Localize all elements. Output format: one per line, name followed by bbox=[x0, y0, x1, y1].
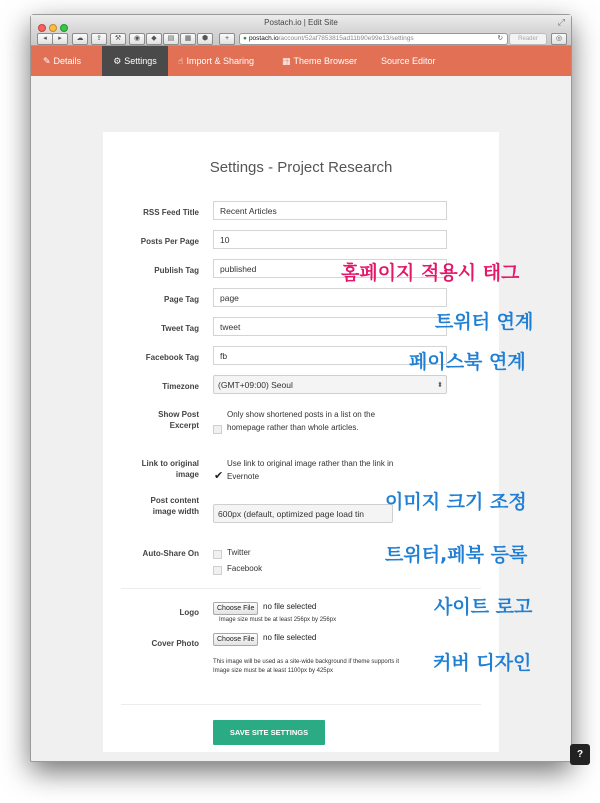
page-tag-input[interactable]: page bbox=[213, 288, 447, 307]
auto-share-twitter-label: Twitter bbox=[227, 548, 251, 557]
cover-help-text: This image will be used as a site-wide background if theme supports it bbox=[213, 659, 400, 665]
select-arrows-icon: ⬍ bbox=[437, 382, 443, 389]
extension-icon[interactable]: ◉ bbox=[129, 33, 145, 45]
rss-feed-title-label: RSS Feed Title bbox=[143, 208, 199, 217]
auto-share-facebook-label: Facebook bbox=[227, 564, 263, 573]
lock-icon: ● bbox=[243, 35, 247, 42]
evernote-icon[interactable]: ◆ bbox=[146, 33, 162, 45]
tweet-tag-input[interactable]: tweet bbox=[213, 317, 447, 336]
annotation-cover: 커버 디자인 bbox=[433, 652, 532, 674]
extension-icon[interactable]: ▦ bbox=[180, 33, 196, 45]
cover-file-status: no file selected bbox=[263, 633, 317, 642]
show-post-excerpt-text: Only show shortened posts in a list on the bbox=[227, 410, 376, 419]
share-icon[interactable]: ⇪ bbox=[91, 33, 107, 45]
annotation-facebook-tag: 페이스북 연계 bbox=[409, 351, 526, 373]
logo-help-text: Image size must be at least 256px by 256px bbox=[219, 617, 337, 623]
nav-theme-browser[interactable]: ▦ Theme Browser bbox=[282, 56, 358, 66]
add-tab-icon[interactable]: + bbox=[219, 33, 235, 45]
link-original-image-checkbox[interactable]: ✔ bbox=[214, 470, 224, 482]
rss-feed-title-input[interactable]: Recent Articles bbox=[213, 201, 447, 220]
logo-choose-file-button[interactable]: Choose File bbox=[213, 602, 258, 615]
address-bar[interactable]: ● postach.io/account/52af7853815ad11b90e99e13/settings ↻ bbox=[239, 33, 508, 45]
cover-photo-label: Cover Photo bbox=[151, 639, 199, 648]
logo-file-status: no file selected bbox=[263, 602, 317, 611]
annotation-auto-share: 트위터,페북 등록 bbox=[385, 544, 528, 566]
extension-icon[interactable]: ▤ bbox=[163, 33, 179, 45]
auto-share-facebook-checkbox[interactable] bbox=[213, 566, 222, 575]
timezone-label: Timezone bbox=[162, 382, 199, 391]
page-tag-label: Page Tag bbox=[164, 295, 199, 304]
browser-toolbar bbox=[31, 32, 571, 46]
nav-settings[interactable]: ⚙ Settings bbox=[102, 46, 168, 76]
grid-icon: ▦ bbox=[282, 56, 291, 66]
section-divider bbox=[121, 588, 481, 589]
logo-label: Logo bbox=[179, 608, 199, 617]
thumbs-up-icon: ☝ bbox=[178, 56, 184, 66]
image-width-select[interactable]: 600px (default, optimized page load tin bbox=[213, 504, 393, 523]
cover-choose-file-button[interactable]: Choose File bbox=[213, 633, 258, 646]
back-icon[interactable]: ◂ bbox=[37, 33, 53, 45]
reader-button[interactable]: Reader bbox=[509, 33, 547, 45]
timezone-select[interactable]: (GMT+09:00) Seoul ⬍ bbox=[213, 375, 447, 394]
forward-icon[interactable]: ▸ bbox=[52, 33, 68, 45]
nav-source-editor[interactable]: Source Editor bbox=[381, 56, 436, 66]
annotation-image-size: 이미지 크기 조정 bbox=[385, 491, 527, 513]
annotation-tweet-tag: 트위터 연계 bbox=[435, 311, 534, 333]
pencil-icon: ✎ bbox=[43, 56, 51, 66]
fullscreen-icon[interactable]: ⤢ bbox=[557, 17, 565, 27]
save-site-settings-button[interactable]: SAVE SITE SETTINGS bbox=[213, 720, 325, 745]
image-width-label: Post content image width bbox=[150, 496, 199, 516]
auto-share-twitter-checkbox[interactable] bbox=[213, 550, 222, 559]
link-original-image-text-2: Evernote bbox=[227, 472, 260, 481]
section-divider bbox=[121, 704, 481, 705]
publish-tag-label: Publish Tag bbox=[154, 266, 199, 275]
cover-help-text-2: Image size must be at least 1100px by 425px bbox=[213, 668, 333, 674]
link-original-image-text: Use link to original image rather than the link in bbox=[227, 459, 394, 468]
top-nav bbox=[31, 46, 571, 76]
gear-icon: ⚙ bbox=[113, 56, 122, 66]
window-title: Postach.io | Edit Site bbox=[264, 18, 338, 27]
icloud-icon[interactable]: ☁ bbox=[72, 33, 88, 45]
help-button[interactable]: ? bbox=[570, 744, 590, 765]
publish-tag-input[interactable]: published bbox=[213, 259, 447, 278]
show-post-excerpt-text-2: homepage rather than whole articles. bbox=[227, 423, 359, 432]
title-bar bbox=[31, 15, 571, 32]
nav-details[interactable]: ✎ Details bbox=[43, 56, 82, 66]
posts-per-page-label: Posts Per Page bbox=[140, 237, 199, 246]
annotation-logo: 사이트 로고 bbox=[434, 596, 533, 618]
reload-icon[interactable]: ↻ bbox=[497, 35, 503, 42]
facebook-tag-label: Facebook Tag bbox=[145, 353, 199, 362]
show-post-excerpt-label: Show Post Excerpt bbox=[158, 410, 199, 430]
show-post-excerpt-checkbox[interactable] bbox=[213, 425, 222, 434]
wrench-icon[interactable]: ⚒ bbox=[110, 33, 126, 45]
download-icon[interactable]: ◎ bbox=[551, 33, 567, 45]
page-title: Settings - Project Research bbox=[209, 159, 393, 176]
auto-share-label: Auto-Share On bbox=[142, 549, 199, 558]
posts-per-page-input[interactable]: 10 bbox=[213, 230, 447, 249]
extension-icon[interactable]: ⬢ bbox=[197, 33, 213, 45]
tweet-tag-label: Tweet Tag bbox=[161, 324, 199, 333]
link-original-image-label: Link to original image bbox=[141, 459, 199, 479]
annotation-publish-tag: 홈페이지 적용시 태그 bbox=[341, 262, 520, 284]
facebook-tag-input[interactable]: fb bbox=[213, 346, 447, 365]
nav-import-sharing[interactable]: ☝ Import & Sharing bbox=[178, 56, 255, 66]
